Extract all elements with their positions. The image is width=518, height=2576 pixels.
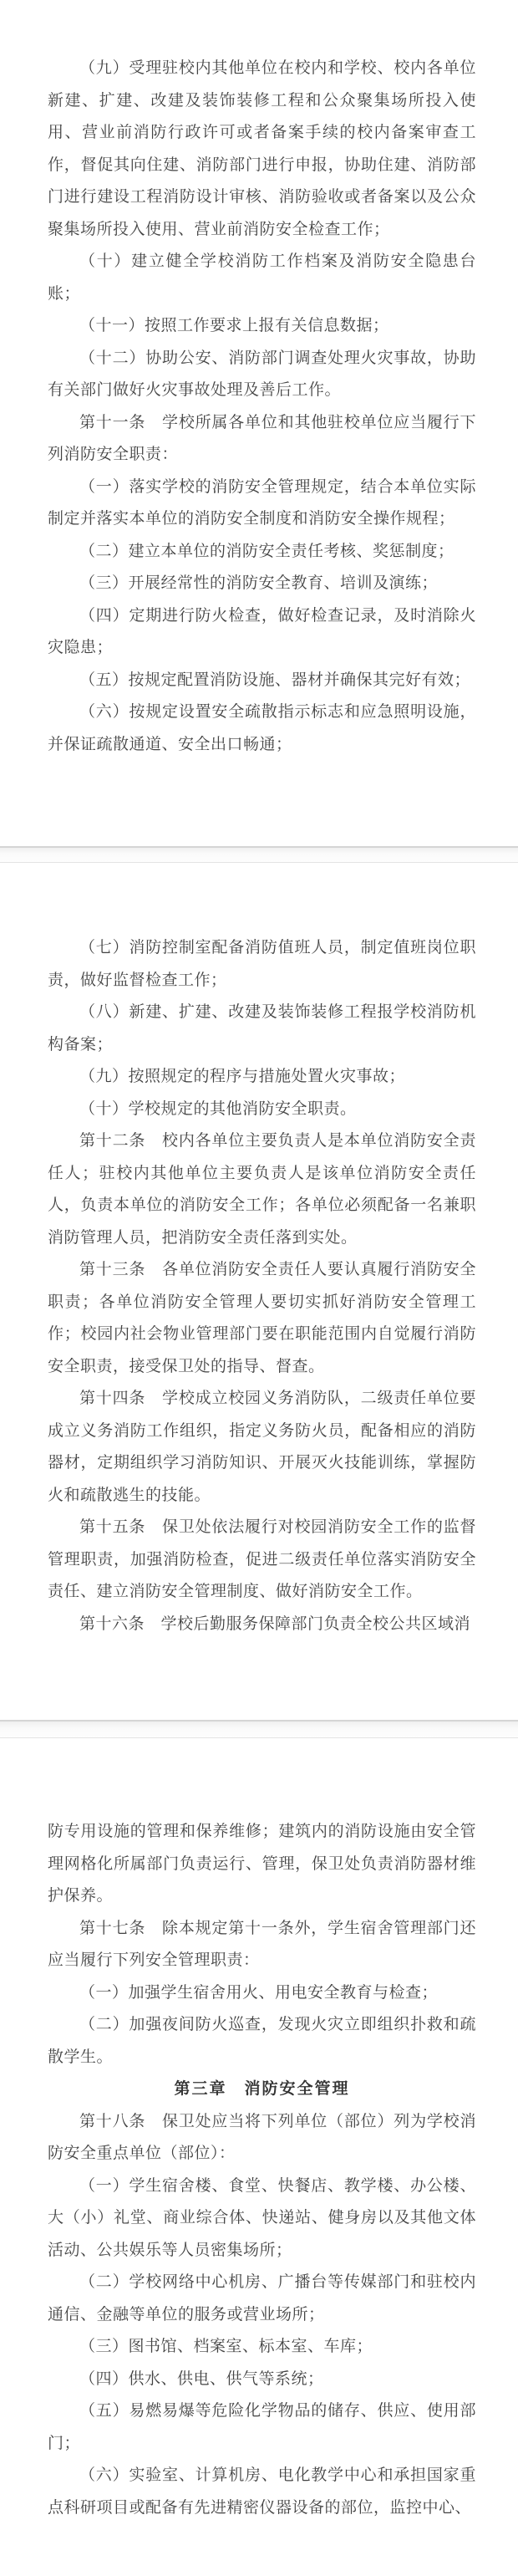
document-paragraph: （六）按规定设置安全疏散指示标志和应急照明设施，并保证疏散通道、安全出口畅通； xyxy=(48,703,476,753)
document-paragraph: （二）建立本单位的消防安全责任考核、奖惩制度； xyxy=(79,542,455,560)
document-paragraph: 第十五条 保卫处依法履行对校园消防安全工作的监督管理职责，加强消防检查，促进二级责任单位落实消防安全责任、建立消防安全管理制度、做好消防安全工作。 xyxy=(48,1518,476,1600)
document-paragraph: 防专用设施的管理和保养维修；建筑内的消防设施由安全管理网格化所属部门负责运行、管理，保卫处负责消防器材维护保养。 xyxy=(48,1823,476,1905)
document-paragraph: （二）学校网络中心机房、广播台等传媒部门和驻校内通信、金融等单位的服务或营业场所； xyxy=(48,2273,476,2324)
document-paragraph: （一）落实学校的消防安全管理规定，结合本单位实际制定并落实本单位的消防安全制度和消防安全操作规程； xyxy=(48,477,476,528)
page-separator-2 xyxy=(0,1720,518,1738)
document-paragraph: （五）易燃易爆等危险化学物品的储存、供应、使用部门； xyxy=(48,2402,476,2452)
document-paragraph: （一）学生宿舍楼、食堂、快餐店、教学楼、办公楼、大（小）礼堂、商业综合体、快递站、健身房以及其他文体活动、公共娱乐等人员密集场所； xyxy=(48,2176,476,2259)
document-paragraph: （九）受理驻校内其他单位在校内和学校、校内各单位新建、扩建、改建及装饰装修工程和公众聚集场所投入使用、营业前消防行政许可或者备案手续的校内备案审查工作，督促其向住建、消防部门进行申报，协助住建、消防部门进行建设工程消防设计审核、消防验收或者备案以及公众聚集场所投入使用、营业前消防安全检查工作； xyxy=(48,59,476,238)
document-paragraph: （八）新建、扩建、改建及装饰装修工程报学校消防机构备案； xyxy=(48,1003,476,1053)
document-page-2 xyxy=(0,863,518,1720)
document-paragraph: （十）建立健全学校消防工作档案及消防安全隐患台账； xyxy=(48,252,476,303)
document-paragraph: （七）消防控制室配备消防值班人员，制定值班岗位职责，做好监督检查工作； xyxy=(48,939,476,989)
document-page-3 xyxy=(0,1738,518,2576)
document-paragraph: 第十三条 各单位消防安全责任人要认真履行消防安全职责；各单位消防安全管理人要切实抓好消防安全管理工作；校园内社会物业管理部门要在职能范围内自觉履行消防安全职责，接受保卫处的指导、督查。 xyxy=(48,1261,476,1375)
document-paragraph: （一）加强学生宿舍用火、用电安全教育与检查； xyxy=(79,1983,439,2002)
document-paragraph: 第十二条 校内各单位主要负责人是本单位消防安全责任人；驻校内其他单位主要负责人是该单位消防安全责任人，负责本单位的消防安全工作；各单位必须配备一名兼职消防管理人员，把消防安全责任落到实处。 xyxy=(48,1132,476,1247)
document-paragraph: （五）按规定配置消防设施、器材并确保其完好有效； xyxy=(79,671,471,689)
document-paragraph: 第十七条 除本规定第十一条外，学生宿舍管理部门还应当履行下列安全管理职责： xyxy=(48,1919,476,1969)
document-page-1 xyxy=(0,0,518,846)
document-paragraph: （十二）协助公安、消防部门调查处理火灾事故，协助有关部门做好火灾事故处理及善后工作。 xyxy=(48,349,476,399)
document-paragraph: （十）学校规定的其他消防安全职责。 xyxy=(79,1099,357,1118)
document-paragraph: 第十四条 学校成立校园义务消防队，二级责任单位要成立义务消防工作组织，指定义务防火员，配备相应的消防器材，定期组织学习消防知识、开展灭火技能训练，掌握防火和疏散逃生的技能。 xyxy=(48,1390,476,1504)
page-2-text-block xyxy=(48,932,476,1640)
document-paragraph: （四）供水、供电、供气等系统； xyxy=(79,2369,324,2388)
document-paragraph: （十一）按照工作要求上报有关信息数据； xyxy=(79,317,389,334)
document-paragraph: 第十一条 学校所属各单位和其他驻校单位应当履行下列消防安全职责： xyxy=(48,413,476,463)
document-paragraph: 第十六条 学校后勤服务保障部门负责全校公共区域消 xyxy=(79,1614,471,1633)
document-paragraph: （三）开展经常性的消防安全教育、培训及演练； xyxy=(79,574,439,592)
document-paragraph: （六）实验室、计算机房、电化教学中心和承担国家重点科研项目或配备有先进精密仪器设备的部位，监控中心、 xyxy=(48,2466,476,2517)
page-1-text-block xyxy=(48,53,476,761)
page-3-text-block xyxy=(48,1816,476,2524)
page-separator-1 xyxy=(0,846,518,863)
document-paragraph: （三）图书馆、档案室、标本室、车库； xyxy=(79,2338,373,2355)
document-paragraph: （二）加强夜间防火巡查，发现火灾立即组织扑救和疏散学生。 xyxy=(48,2016,476,2066)
chapter-heading: 第三章 消防安全管理 xyxy=(174,2080,350,2098)
document-paragraph: （九）按照规定的程序与措施处置火灾事故； xyxy=(79,1068,406,1085)
document-paragraph: 第十八条 保卫处应当将下列单位（部位）列为学校消防安全重点单位（部位）： xyxy=(48,2112,476,2162)
document-paragraph: （四）定期进行防火检查，做好检查记录，及时消除火灾隐患； xyxy=(48,606,476,656)
